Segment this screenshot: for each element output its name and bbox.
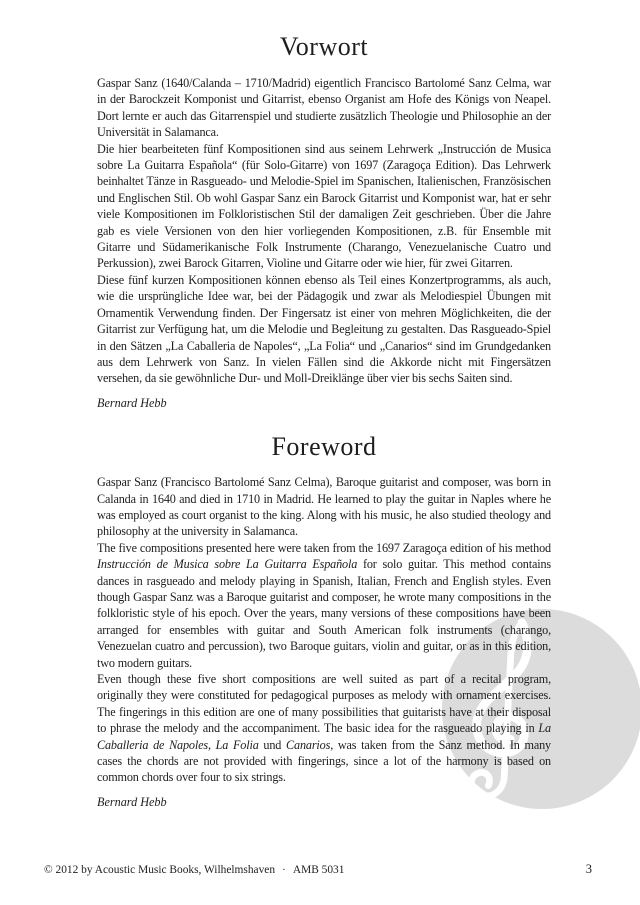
vorwort-paragraph-3: Diese fünf kurzen Kompositionen können ebenso als Teil eines Konzertprogramms, als auch, wie die ursprüngliche Idee war, bei der Pädagogik und zwar als Melodiespiel Übungen mit Ornamentik Verwendung finden. Der Fingersatz ist einer von mehren Möglichkeiten, die der Gitarrist zur Verfügung hat, um die Melodie und Begleitung zu gestalten. Das Rasgueado-Spiel in den Sätzen „La Caballeria de Napoles“, „La Folia“ und „Canarios“ sind im Grundgedanken aus dem Lehrwerk von Sanz. In vielen Fällen sind die Akkorde nicht mit Fingersätzen versehen, da sie gewöhnliche Dur- und Moll-Dreiklänge über vier bis sechs Saiten sind. xyxy=(97,272,551,386)
page-content xyxy=(97,0,551,810)
vorwort-paragraph-2: Die hier bearbeiteten fünf Kompositionen sind aus seinem Lehrwerk „Instrucción de Musica sobre La Guitarra Española“ (für Solo-Gitarre) von 1697 (Zaragoça Edition). Das Lehrwerk beinhaltet Tänze in Rasgueado- und Melodie-Spiel im Spanischen, Italienischen, Französischen und Englischen Stil. Ob wohl Gaspar Sanz ein Barock Gitarrist und Komponist war, hat er sehr viele Kompositionen im Folkloristischen Stil der damaligen Zeit geschrieben. Über die Jahre gab es viele Versionen von den hier vorliegenden Kompositionen, z.B. für Ensemble mit Gitarre und Südamerikanische Folk Instrumente (Charango, Venezuelanische Cuatro und Perkussion), zwei Barock Gitarren, Violine und Gitarre oder wie hier, für zwei Gitarren. xyxy=(97,141,551,271)
foreword-signature: Bernard Hebb xyxy=(97,794,167,809)
footer-imprint xyxy=(44,863,344,877)
separator-dot: · xyxy=(282,864,286,876)
section-foreword xyxy=(97,431,551,810)
foreword-paragraph-3: Even though these five short compositions are well suited as part of a recital program, originally they were constituted for pedagogical purposes as melody with ornament exercises. The fingerings in this edition are one of many possibilities that guitarists have at their disposal to phrase the melody and the accompaniment. The basic idea for the rasgueado playing in La Caballeria de Napoles, La Folia und Canarios, was taken from the Sanz method. In many cases the chords are not provided with fingerings, since a lot of the harmony is based on common chords over four to six strings. xyxy=(97,672,551,785)
vorwort-title: Vorwort xyxy=(279,32,369,61)
vorwort-paragraph-1: Gaspar Sanz (1640/Calanda – 1710/Madrid) eigentlich Francisco Bartolomé Sanz Celma, war in der Barockzeit Komponist und Gitarrist, ebenso Organist am Hofe des Königs von Neapel. Dort lernte er auch das Gitarrenspiel und studierte zusätzlich Theologie und Philosophie an der Universität in Salamanca. xyxy=(97,76,551,140)
page-number: 3 xyxy=(585,862,592,876)
foreword-paragraph-2: The five compositions presented here were taken from the 1697 Zaragoça edition of his method Instrucción de Musica sobre La Guitarra Española for solo guitar. This method contains dances in rasgueado and melody playing in Spanish, Italian, French and English styles. Even though Gaspar Sanz was a Baroque guitarist and composer, he wrote many compositions in the folkloristic style of his epoch. Over the years, many versions of these compositions have been arranged for ensembles with guitar and South American folk instruments (charango, Venezuelan cuatro and percussion), two Baroque guitars, violin and guitar, or as in this edition, two modern guitars. xyxy=(97,540,552,670)
foreword-paragraph-1: Gaspar Sanz (Francisco Bartolomé Sanz Celma), Baroque guitarist and composer, was born in Calanda in 1640 and died in 1710 in Madrid. He learned to play the guitar in Naples where he was employed as court organist to the king. Along with his music, he also studied theology and philosophy at the university in Salamanca. xyxy=(97,475,551,539)
page-footer xyxy=(44,862,592,877)
vorwort-signature: Bernard Hebb xyxy=(97,395,167,410)
foreword-title: Foreword xyxy=(271,432,377,462)
section-vorwort xyxy=(97,31,551,411)
copyright-text: © 2012 by Acoustic Music Books, Wilhelmshaven xyxy=(44,864,276,876)
catalog-number: AMB 5031 xyxy=(292,864,345,876)
